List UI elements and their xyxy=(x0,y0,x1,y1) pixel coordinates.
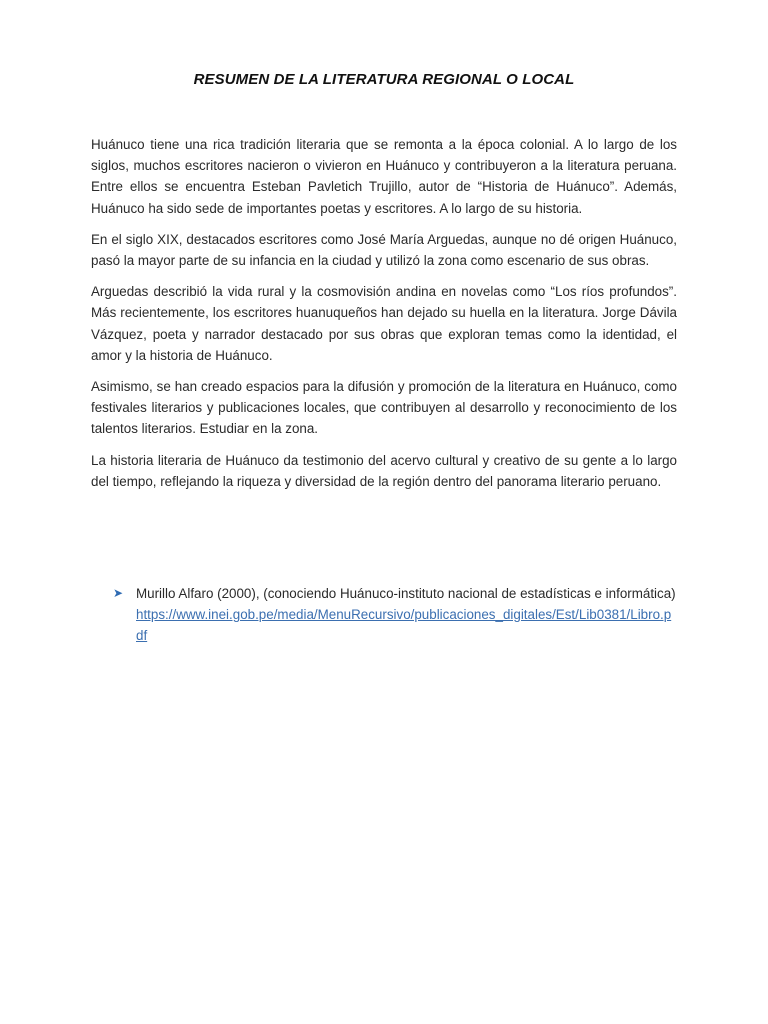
reference-list xyxy=(113,583,677,647)
paragraph-3: Arguedas describió la vida rural y la cosmovisión andina en novelas como “Los ríos profundos”. Más recientemente, los escritores huanuqueños han dejado su huella en la literatura. Jorge Dávila Vázquez, poeta y narrador destacado por sus obras que exploran temas como la identidad, el amor y la historia de Huánuco. xyxy=(91,284,677,363)
document-body xyxy=(91,134,677,502)
paragraph-1: Huánuco tiene una rica tradición literaria que se remonta a la época colonial. A lo largo de los siglos, muchos escritores nacieron o vivieron en Huánuco y contribuyeron a la literatura peruana. Entre ellos se encuentra Esteban Pavletich Trujillo, autor de “Historia de Huánuco”. Además, Huánuco ha sido sede de importantes poetas y escritores. A lo largo de su historia. xyxy=(91,137,677,216)
reference-link[interactable]: https://www.inei.gob.pe/media/MenuRecursivo/publicaciones_digitales/Est/Lib0381/Libro.pdf xyxy=(136,607,672,644)
paragraph-4: Asimismo, se han creado espacios para la difusión y promoción de la literatura en Huánuco, como festivales literarios y publicaciones locales, que contribuyen al desarrollo y reconocimiento de los talentos literarios. Estudiar en la zona. xyxy=(91,379,677,437)
arrow-bullet-icon: ➤ xyxy=(113,586,124,600)
reference-text: Murillo Alfaro (2000), (conociendo Huánuco-instituto nacional de estadísticas e informática) xyxy=(136,586,676,601)
reference-item xyxy=(113,583,677,647)
page-title: RESUMEN DE LA LITERATURA REGIONAL O LOCAL xyxy=(193,71,575,88)
paragraph-5: La historia literaria de Huánuco da testimonio del acervo cultural y creativo de su gente a lo largo del tiempo, reflejando la riqueza y diversidad de la región dentro del panorama literario peruano. xyxy=(91,452,677,489)
paragraph-2: En el siglo XIX, destacados escritores como José María Arguedas, aunque no dé origen Huánuco, pasó la mayor parte de su infancia en la ciudad y utilizó la zona como escenario de sus obras. xyxy=(91,231,677,269)
